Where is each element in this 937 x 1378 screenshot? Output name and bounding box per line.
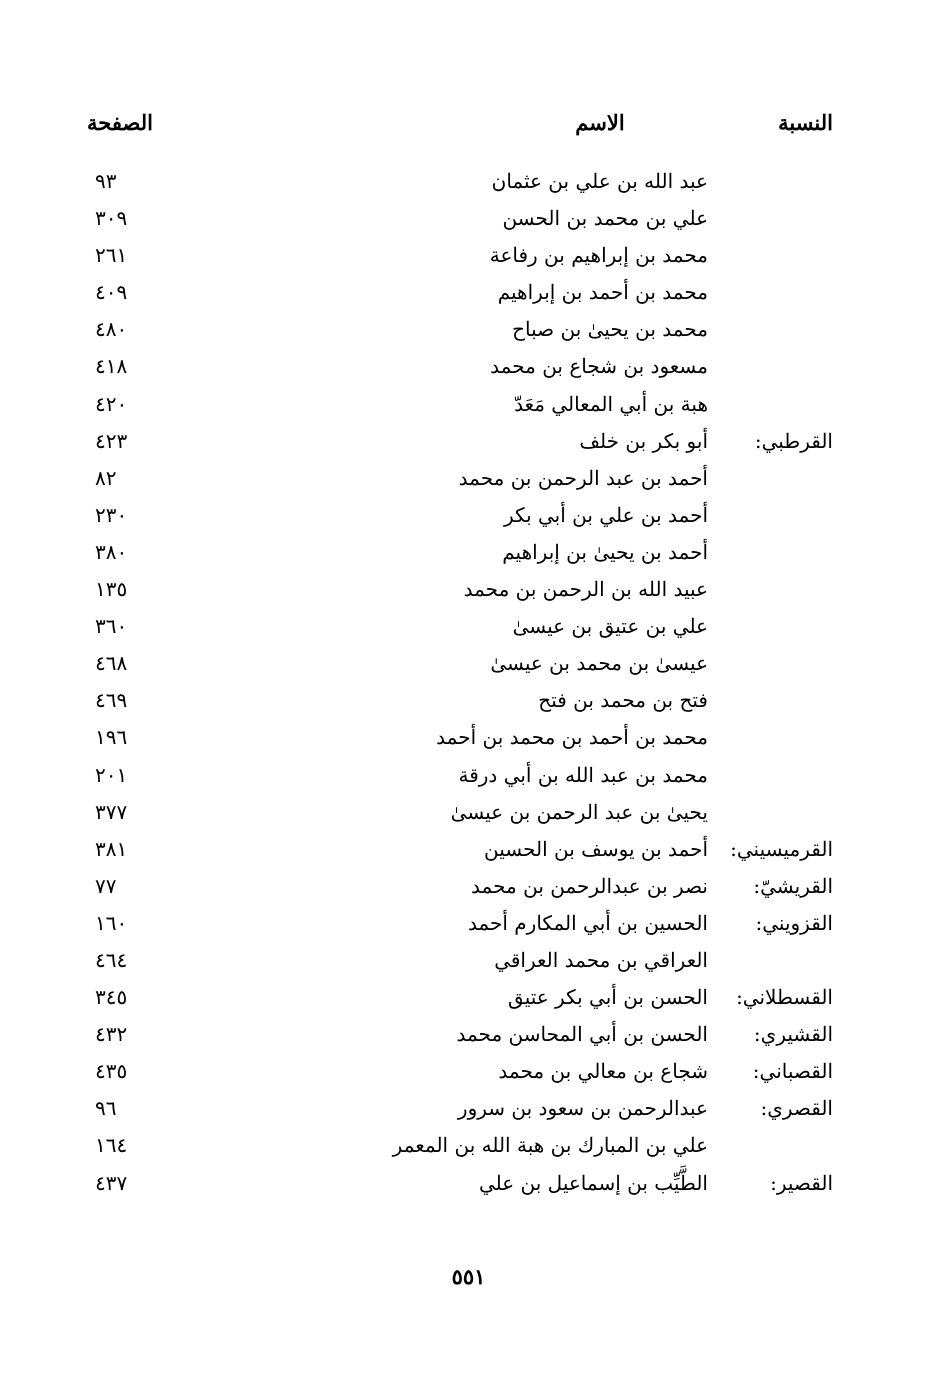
row-name: علي بن عتيق بن عيسىٰ <box>512 614 708 639</box>
row-name: عيسىٰ بن محمد بن عيسىٰ <box>490 651 708 676</box>
table-row <box>0 534 937 571</box>
table-row <box>0 200 937 237</box>
row-nisba: القرميسيني: <box>730 836 833 861</box>
row-name: العراقي بن محمد العراقي <box>494 947 708 972</box>
row-page: ٤٨٠ <box>95 317 128 342</box>
table-row <box>0 274 937 311</box>
row-page: ٤٦٤ <box>95 947 128 972</box>
table-row <box>0 237 937 274</box>
row-page: ٢٣٠ <box>95 502 128 527</box>
table-header <box>0 110 937 140</box>
row-name: علي بن المبارك بن هبة الله بن المعمر <box>392 1133 708 1158</box>
row-page: ٤٢٠ <box>95 391 128 416</box>
header-name: الاسم <box>575 110 625 135</box>
table-row <box>0 942 937 979</box>
row-name: مسعود بن شجاع بن محمد <box>490 354 708 379</box>
table-row <box>0 571 937 608</box>
row-name: أبو بكر بن خلف <box>579 428 708 453</box>
row-page: ١٣٥ <box>95 577 128 602</box>
row-nisba: القسطلاني: <box>736 985 833 1010</box>
row-name: عبد الله بن علي بن عثمان <box>491 169 708 193</box>
row-page: ٣٤٥ <box>95 985 128 1010</box>
header-page: الصفحة <box>87 110 153 135</box>
row-nisba: القزويني: <box>755 910 833 935</box>
row-page: ١٦٠ <box>95 910 128 935</box>
row-name: محمد بن أحمد بن إبراهيم <box>497 280 708 305</box>
row-nisba: القصباني: <box>752 1059 833 1084</box>
row-name: علي بن محمد بن الحسن <box>502 206 708 231</box>
table-row <box>0 868 937 905</box>
table-row <box>0 757 937 794</box>
table-row <box>0 905 937 942</box>
row-name: شجاع بن معالي بن محمد <box>498 1059 708 1084</box>
row-name: الحسن بن أبي المحاسن محمد <box>456 1022 708 1047</box>
row-page: ٤١٨ <box>95 354 128 379</box>
row-name: محمد بن أحمد بن محمد بن أحمد <box>436 725 708 750</box>
row-name: محمد بن عبد الله بن أبي درقة <box>458 762 708 787</box>
table-row <box>0 1127 937 1164</box>
table-row <box>0 979 937 1016</box>
table-row <box>0 831 937 868</box>
table-row <box>0 682 937 719</box>
page-number: ٥٥١ <box>451 1264 486 1289</box>
row-name: عبيد الله بن الرحمن بن محمد <box>463 577 708 602</box>
table-row <box>0 497 937 534</box>
row-name: الحسين بن أبي المكارم أحمد <box>467 910 708 935</box>
table-row <box>0 719 937 756</box>
row-name: الحسن بن أبي بكر عتيق <box>508 985 708 1010</box>
row-page: ٩٣ <box>95 169 117 193</box>
row-page: ٩٦ <box>95 1096 117 1121</box>
table-row <box>0 794 937 831</box>
row-name: محمد بن يحيىٰ بن صباح <box>512 317 708 342</box>
index-table <box>0 163 937 1202</box>
row-page: ١٦٤ <box>95 1133 128 1158</box>
row-name: أحمد بن يحيىٰ بن إبراهيم <box>502 539 708 564</box>
row-name: محمد بن إبراهيم بن رفاعة <box>489 243 708 268</box>
table-row <box>0 1053 937 1090</box>
row-nisba: القريشيّ: <box>753 873 833 898</box>
row-page: ١٩٦ <box>95 725 128 750</box>
table-row <box>0 1016 937 1053</box>
table-row <box>0 423 937 460</box>
row-page: ٣٦٠ <box>95 614 128 639</box>
row-page: ٨٢ <box>95 465 117 490</box>
row-page: ٤٣٥ <box>95 1059 128 1084</box>
row-page: ٤٦٨ <box>95 651 128 676</box>
row-page: ٣٠٩ <box>95 206 128 231</box>
row-name: هبة بن أبي المعالي مَعَدّ <box>514 391 708 416</box>
row-page: ٣٨٠ <box>95 539 128 564</box>
row-name: فتح بن محمد بن فتح <box>538 688 708 713</box>
row-name: يحيىٰ بن عبد الرحمن بن عيسىٰ <box>450 799 708 824</box>
row-page: ٤٢٣ <box>95 428 128 453</box>
row-nisba: القرطبي: <box>754 428 833 453</box>
row-name: الطَّيِّب بن إسماعيل بن علي <box>478 1170 708 1195</box>
row-page: ٤٣٧ <box>95 1170 128 1195</box>
table-row <box>0 163 937 200</box>
row-page: ٢٠١ <box>95 762 128 787</box>
table-row <box>0 1090 937 1127</box>
row-page: ٤٦٩ <box>95 688 128 713</box>
table-row <box>0 1165 937 1202</box>
row-nisba: القشيري: <box>753 1022 833 1047</box>
row-name: أحمد بن يوسف بن الحسين <box>483 836 708 861</box>
table-row <box>0 645 937 682</box>
row-nisba: القصير: <box>770 1170 833 1195</box>
row-name: أحمد بن علي بن أبي بكر <box>503 502 708 527</box>
table-row <box>0 608 937 645</box>
row-page: ٢٦١ <box>95 243 128 268</box>
row-page: ٣٨١ <box>95 836 128 861</box>
row-name: نصر بن عبدالرحمن بن محمد <box>471 873 708 898</box>
table-row <box>0 460 937 497</box>
table-row <box>0 311 937 348</box>
row-page: ٣٧٧ <box>95 799 128 824</box>
row-page: ٤٣٢ <box>95 1022 128 1047</box>
row-page: ٧٧ <box>95 873 117 898</box>
table-row <box>0 386 937 423</box>
row-nisba: القصري: <box>760 1096 833 1121</box>
header-nisba: النسبة <box>778 110 833 135</box>
row-name: عبدالرحمن بن سعود بن سرور <box>457 1096 708 1121</box>
row-name: أحمد بن عبد الرحمن بن محمد <box>458 465 708 490</box>
table-row <box>0 348 937 385</box>
row-page: ٤٠٩ <box>95 280 128 305</box>
